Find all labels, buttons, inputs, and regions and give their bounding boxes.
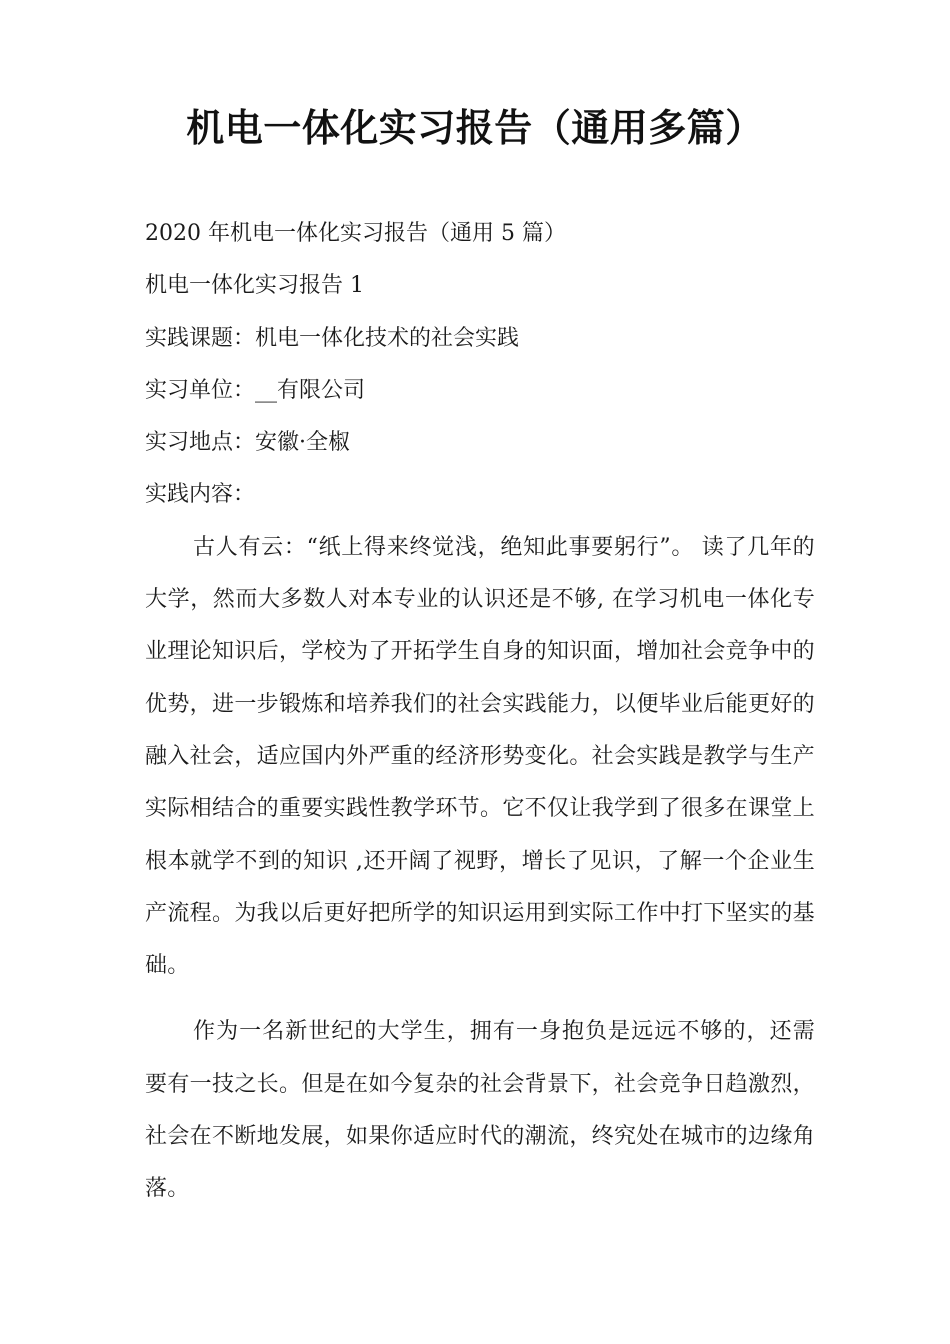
internship-unit-line: 实习单位：__有限公司 (145, 377, 366, 403)
practice-content-label: 实践内容： (145, 482, 256, 508)
document-title: 机电一体化实习报告（通用多篇） (186, 106, 764, 150)
internship-location-line: 实习地点：安徽·全椒 (145, 430, 350, 456)
document-body (145, 208, 815, 1216)
body-paragraph: 古人有云：“纸上得来终觉浅，绝知此事要躬行”。 读了几年的大学，然而大多数人对本专业的认识还是不够, 在学习机电一体化专业理论知识后，学校为了开拓学生自身的知识面，增加社会竞争中的优势，进一步锻炼和培养我们的社会实践能力，以便毕业后能更好的融入社会，适应国内外严重的经济形势变化。社会实践是教学与生产实际相结合的重要实践性教学环节。它不仅让我学到了很多在课堂上根本就学不到的知识 ,还开阔了视野，增长了见识，了解一个企业生产流程。为我以后更好把所学的知识运用到实际工作中打下坚实的基础。 (145, 534, 815, 979)
practice-topic-line: 实践课题：机电一体化技术的社会实践 (145, 325, 520, 351)
subtitle-line: 2020 年机电一体化实习报告（通用 5 篇） (145, 221, 566, 246)
report-heading: 机电一体化实习报告 1 (145, 273, 364, 299)
body-paragraph: 作为一名新世纪的大学生，拥有一身抱负是远远不够的，还需要有一技之长。但是在如今复杂的社会背景下，社会竞争日趋激烈，社会在不断地发展，如果你适应时代的潮流，终究处在城市的边缘角落。 (145, 1019, 815, 1202)
paragraph-spacer (145, 992, 815, 1006)
